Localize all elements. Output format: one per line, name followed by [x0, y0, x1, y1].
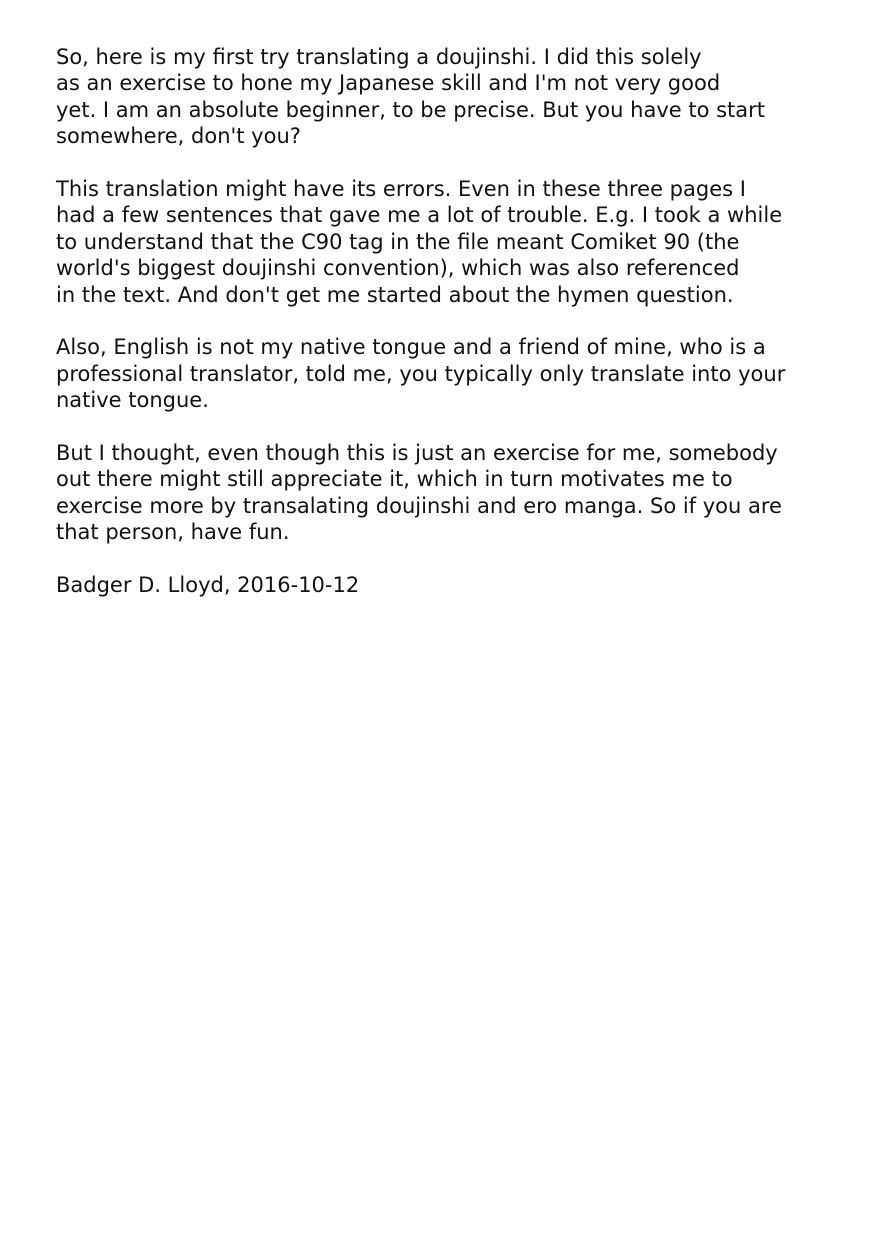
- translator-note: [56, 44, 856, 598]
- text-line: This translation might have its errors. Even in these three pages I: [56, 177, 746, 202]
- paragraph-closing: [56, 440, 856, 546]
- paragraph-language: [56, 334, 856, 413]
- text-line: world's biggest doujinshi convention), which was also referenced: [56, 256, 740, 281]
- text-line: native tongue.: [56, 388, 209, 413]
- text-line: exercise more by transalating doujinshi and ero manga. So if you are: [56, 493, 782, 518]
- text-line: that person, have fun.: [56, 520, 290, 545]
- text-line: yet. I am an absolute beginner, to be precise. But you have to start: [56, 97, 766, 122]
- text-line: in the text. And don't get me started about the hymen question.: [56, 282, 734, 307]
- paragraph-intro: [56, 44, 856, 150]
- text-line: out there might still appreciate it, which in turn motivates me to: [56, 467, 733, 492]
- text-line: somewhere, don't you?: [56, 124, 301, 149]
- paragraph-errors: [56, 176, 856, 308]
- text-line: professional translator, told me, you typically only translate into your: [56, 361, 786, 386]
- text-line: But I thought, even though this is just an exercise for me, somebody: [56, 441, 778, 466]
- text-line: as an exercise to hone my Japanese skill and I'm not very good: [56, 71, 721, 96]
- text-line: to understand that the C90 tag in the file meant Comiket 90 (the: [56, 229, 740, 254]
- text-line: Also, English is not my native tongue and a friend of mine, who is a: [56, 335, 766, 360]
- text-line: had a few sentences that gave me a lot of trouble. E.g. I took a while: [56, 203, 783, 228]
- text-line: So, here is my first try translating a doujinshi. I did this solely: [56, 45, 702, 69]
- signature: Badger D. Lloyd, 2016-10-12: [56, 573, 360, 598]
